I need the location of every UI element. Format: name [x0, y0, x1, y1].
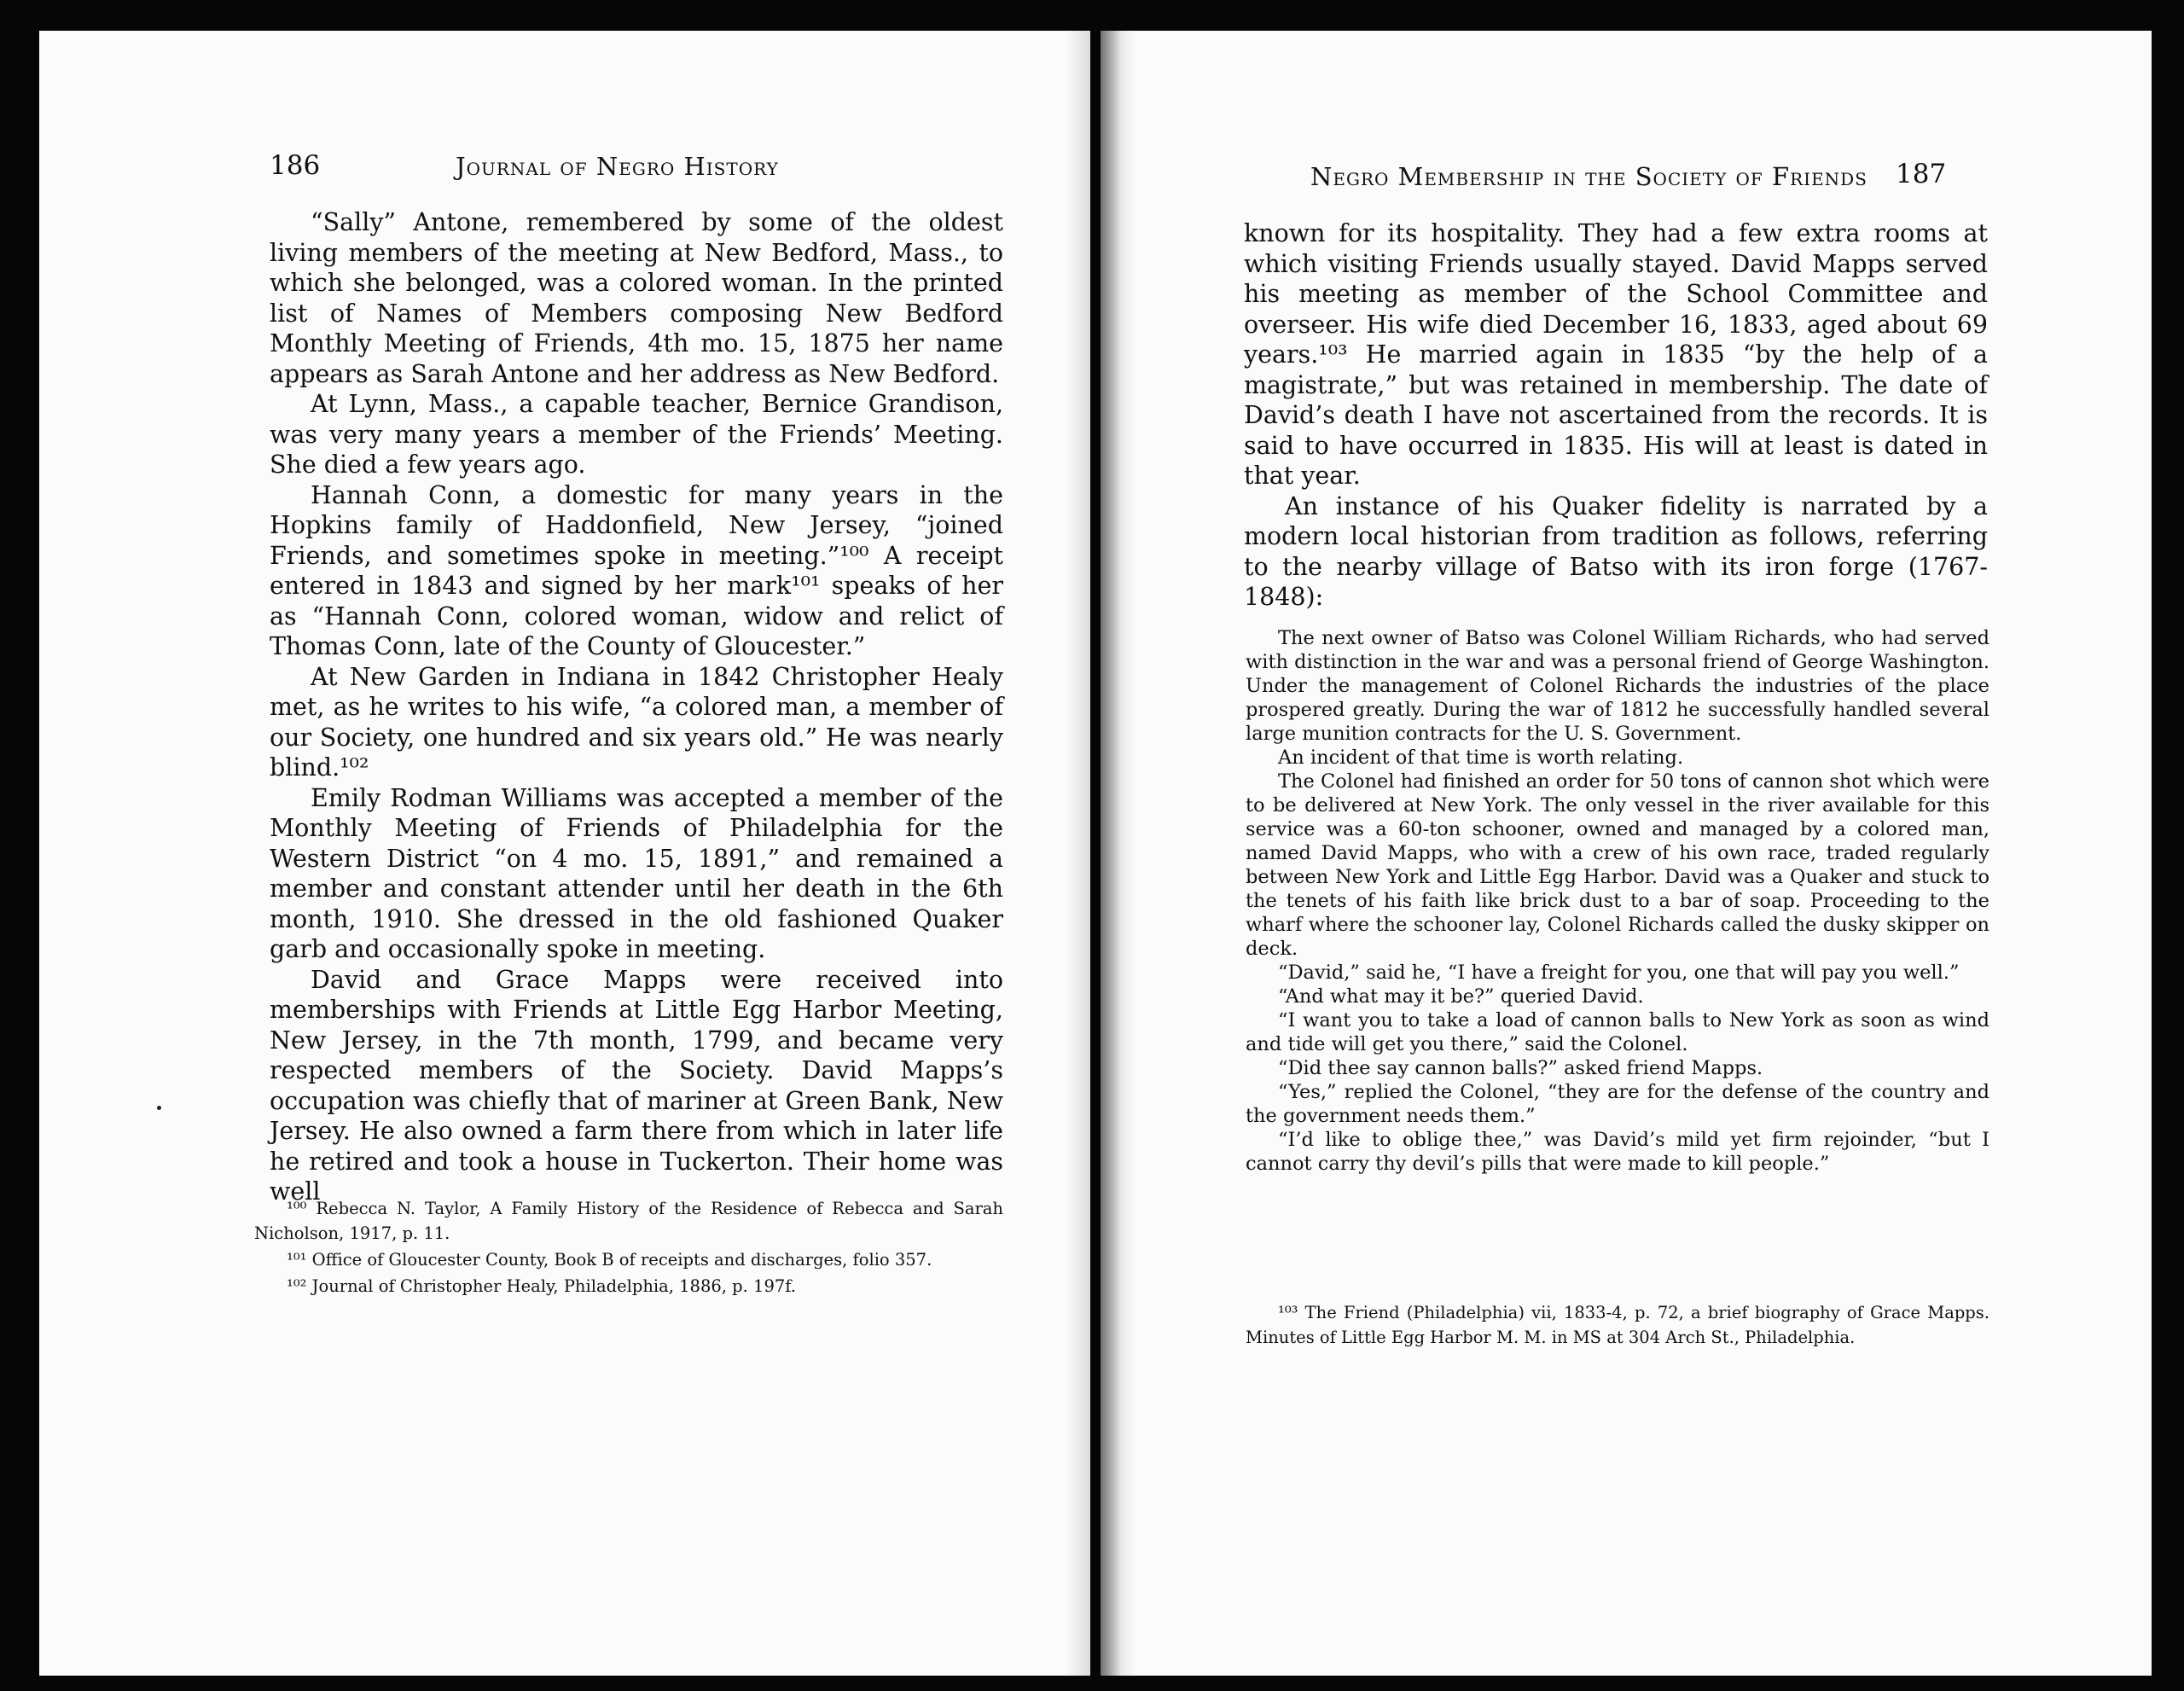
paragraph: known for its hospitality. They had a few extra rooms at which visiting Friends usually stayed. David Mapps served his meeting as member of the School Committee and overseer. His wife died December 16, 1833, aged about 69 years.¹⁰³ He married again in 1835 “by the help of a magistrate,” but was retained in membership. The date of David’s death I have not ascertained from the records. It is said to have occurred in 1835. His will at least is dated in that year.: [1244, 219, 1988, 490]
scan-speck: [157, 1106, 161, 1110]
left-running-head: Journal of Negro History: [456, 152, 779, 181]
extract-paragraph: “Did thee say cannon balls?” asked friend Mapps.: [1278, 1057, 1763, 1079]
paragraph: Hannah Conn, a domestic for many years in the Hopkins family of Haddonfield, New Jersey, “joined Friends, and sometimes spoke in meeting.”¹⁰⁰ A receipt entered in 1843 and signed by her mark¹⁰¹ speaks of her as “Hannah Conn, colored woman, widow and relict of Thomas Conn, late of the County of Gloucester.”: [270, 480, 1003, 660]
extract-paragraph: The next owner of Batso was Colonel William Richards, who had served with distinction in the war and was a personal friend of George Washington. Under the management of Colonel Richards the industries of the place prospered greatly. During the war of 1812 he successfully handled several large munition contracts for the U. S. Government.: [1246, 627, 1989, 745]
paragraph: At Lynn, Mass., a capable teacher, Bernice Grandison, was very many years a member of the Friends’ Meeting. She died a few years ago.: [270, 390, 1003, 479]
left-page: [39, 31, 1090, 1676]
extract-paragraph: “I want you to take a load of cannon balls to New York as soon as wind and tide will get you there,” said the Colonel.: [1246, 1009, 1989, 1055]
paragraph: “Sally” Antone, remembered by some of the oldest living members of the meeting at New Bedford, Mass., to which she belonged, was a colored woman. In the printed list of Names of Members composing New Bedford Monthly Meeting of Friends, 4th mo. 15, 1875 her name appears as Sarah Antone and her address as New Bedford.: [270, 208, 1003, 388]
right-page-number: 187: [1896, 159, 1947, 189]
paragraph: David and Grace Mapps were received into memberships with Friends at Little Egg Harbor Meeting, New Jersey, in the 7th month, 1799, and became very respected members of the Society. David Mapps’s occupation was chiefly that of mariner at Green Bank, New Jersey. He also owned a farm there from which in later life he retired and took a house in Tuckerton. Their home was well: [270, 965, 1003, 1206]
extract-paragraph: “David,” said he, “I have a freight for you, one that will pay you well.”: [1278, 962, 1960, 984]
left-body-text: [270, 207, 1003, 1207]
footnote: ¹⁰¹ Office of Gloucester County, Book B of receipts and discharges, folio 357.: [287, 1250, 932, 1270]
footnote: ¹⁰⁰ Rebecca N. Taylor, A Family History of the Residence of Rebecca and Sarah Nicholson, 1917, p. 11.: [254, 1199, 1003, 1243]
extract-paragraph: The Colonel had finished an order for 50 tons of cannon shot which were to be delivered at New York. The only vessel in the river available for this service was a 60-ton schooner, owned and managed by a colored man, named David Mapps, who with a crew of his own race, traded regularly between New York and Little Egg Harbor. David was a Quaker and stuck to the tenets of his faith like brick dust to a bar of soap. Proceeding to the wharf where the schooner lay, Colonel Richards called the dusky skipper on deck.: [1246, 770, 1989, 960]
left-footnotes: [254, 1196, 1003, 1300]
right-page-gutter-shadow: [1101, 31, 1135, 1676]
right-running-head: Negro Membership in the Society of Friends: [1310, 162, 1867, 191]
right-extract-quotation: [1246, 626, 1989, 1176]
extract-paragraph: “Yes,” replied the Colonel, “they are for the defense of the country and the government needs them.”: [1246, 1081, 1989, 1127]
paragraph: Emily Rodman Williams was accepted a member of the Monthly Meeting of Friends of Philadelphia for the Western District “on 4 mo. 15, 1891,” and remained a member and constant attender until her death in the 6th month, 1910. She dressed in the old fashioned Quaker garb and occasionally spoke in meeting.: [270, 783, 1003, 963]
extract-paragraph: An incident of that time is worth relating.: [1278, 747, 1684, 769]
right-footnotes: [1246, 1300, 1989, 1351]
extract-paragraph: “And what may it be?” queried David.: [1278, 985, 1644, 1008]
footnote: ¹⁰³ The Friend (Philadelphia) vii, 1833-4, p. 72, a brief biography of Grace Mapps. Minutes of Little Egg Harbor M. M. in MS at 304 Arch St., Philadelphia.: [1246, 1303, 1989, 1347]
left-page-number: 186: [270, 150, 321, 181]
paragraph: At New Garden in Indiana in 1842 Christopher Healy met, as he writes to his wife, “a colored man, a member of our Society, one hundred and six years old.” He was nearly blind.¹⁰²: [270, 662, 1003, 782]
footnote: ¹⁰² Journal of Christopher Healy, Philadelphia, 1886, p. 197f.: [287, 1276, 796, 1296]
paragraph: An instance of his Quaker fidelity is narrated by a modern local historian from tradition as follows, referring to the nearby village of Batso with its iron forge (1767-1848):: [1244, 491, 1988, 611]
extract-paragraph: “I’d like to oblige thee,” was David’s mild yet firm rejoinder, “but I cannot carry thy devil’s pills that were made to kill people.”: [1246, 1129, 1989, 1175]
right-page: [1101, 31, 2152, 1676]
right-body-text: [1244, 218, 1988, 613]
left-page-gutter-shadow: [1065, 31, 1090, 1676]
